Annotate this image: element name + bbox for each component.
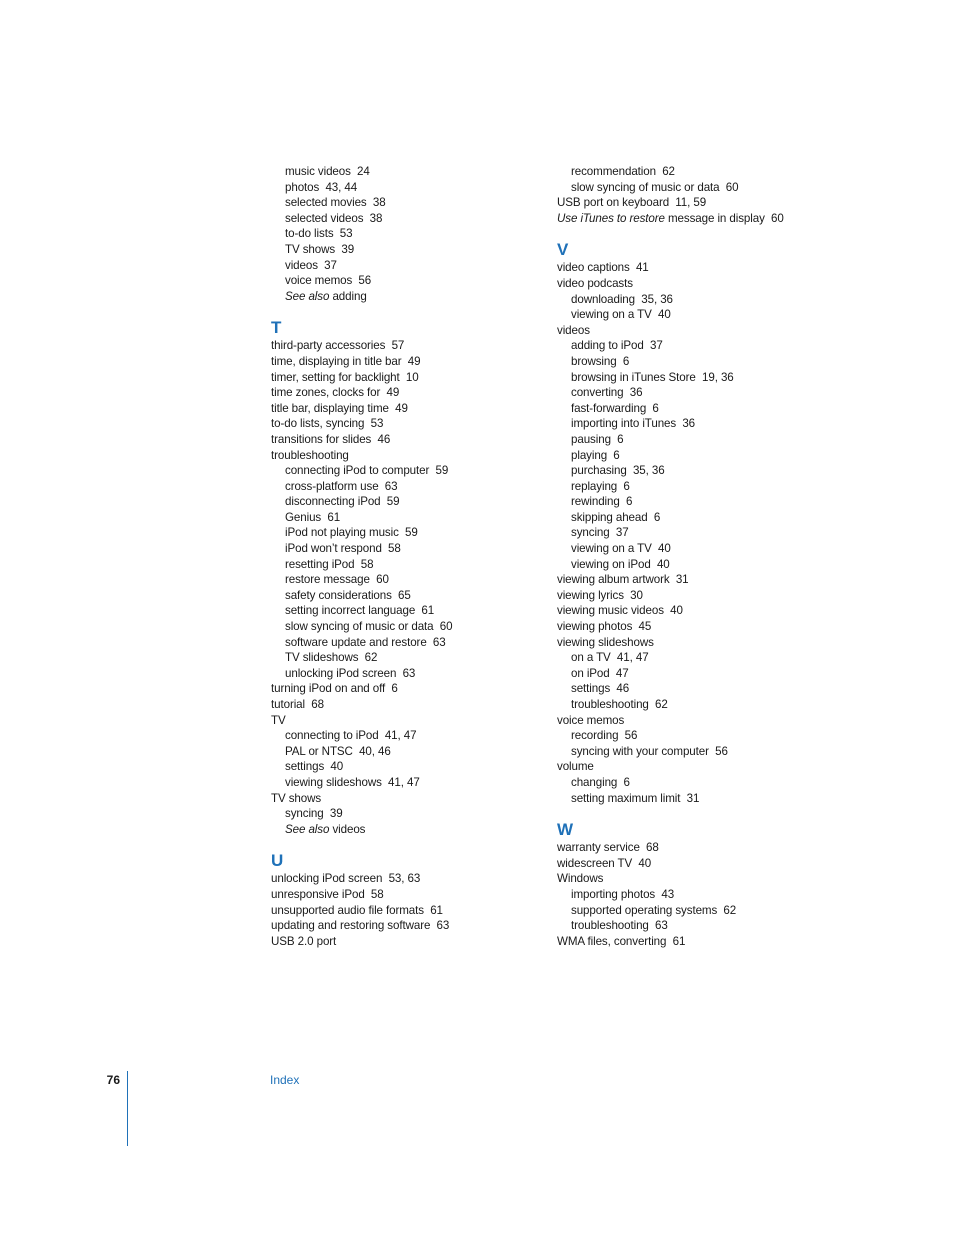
index-subentry: connecting to iPod 41, 47: [285, 729, 417, 743]
index-subentry: syncing 39: [285, 807, 343, 821]
index-subentry: recommendation 62: [571, 165, 675, 178]
index-entry: title bar, displaying time 49: [271, 401, 408, 415]
index-subentry: slow syncing of music or data 60: [285, 620, 453, 634]
index-subentry: cross-platform use 63: [285, 479, 398, 493]
index-subentry: to-do lists 53: [285, 227, 353, 241]
index-entry: TV shows: [271, 791, 322, 805]
index-cross-reference: Use iTunes to restore: [557, 211, 665, 225]
index-subentry: browsing 6: [571, 354, 630, 368]
index-subentry: software update and restore 63: [285, 635, 446, 649]
index-subentry: on iPod 47: [571, 666, 629, 680]
index-entry: volume: [557, 760, 594, 774]
index-subentry: connecting iPod to computer 59: [285, 464, 449, 478]
index-entry-text: videos: [329, 822, 366, 836]
index-entry: viewing photos 45: [557, 620, 652, 634]
index-subentry: selected videos 38: [285, 211, 383, 225]
index-entry: unsupported audio file formats 61: [271, 903, 443, 917]
index-subentry: on a TV 41, 47: [571, 651, 649, 665]
index-entry: time zones, clocks for 49: [271, 386, 400, 400]
index-subentry: rewinding 6: [571, 495, 633, 509]
index-letter-heading: W: [557, 820, 574, 840]
index-subentry: importing into iTunes 36: [571, 417, 696, 431]
index-subentry: downloading 35, 36: [571, 292, 673, 306]
index-subentry: importing photos 43: [571, 887, 675, 901]
index-cross-reference: See also: [285, 822, 330, 836]
index-subentry: voice memos 56: [285, 274, 372, 288]
index-subentry: disconnecting iPod 59: [285, 495, 400, 509]
index-entry: turning iPod on and off 6: [271, 682, 398, 696]
index-subentry: adding to iPod 37: [571, 339, 663, 353]
index-entry: tutorial 68: [271, 698, 324, 711]
index-subentry: supported operating systems 62: [571, 903, 737, 917]
index-subentry: iPod not playing music 59: [285, 526, 418, 540]
index-entry: viewing album artwork 31: [557, 573, 689, 587]
index-subentry: pausing 6: [571, 432, 624, 446]
index-subentry: troubleshooting 62: [571, 698, 668, 711]
index-subentry: TV slideshows 62: [285, 651, 378, 665]
index-subentry: browsing in iTunes Store 19, 36: [571, 370, 734, 384]
index-subentry: playing 6: [571, 448, 620, 462]
index-subentry: music videos 24: [285, 165, 370, 178]
index-letter-heading: U: [271, 851, 284, 871]
index-entry: time, displaying in title bar 49: [271, 354, 421, 368]
index-entry: video podcasts: [557, 276, 633, 290]
index-subentry: restore message 60: [285, 573, 389, 587]
index-letter-heading: T: [271, 318, 282, 338]
index-entry: viewing lyrics 30: [557, 588, 643, 602]
index-subentry: converting 36: [571, 386, 643, 400]
index-subentry: replaying 6: [571, 479, 630, 493]
index-subentry: changing 6: [571, 775, 630, 789]
index-entry: USB 2.0 port: [271, 934, 337, 948]
index-subentry: selected movies 38: [285, 196, 386, 210]
index-subentry: setting incorrect language 61: [285, 604, 435, 618]
page-number: 76: [106, 1073, 120, 1087]
index-subentry: viewing slideshows 41, 47: [285, 775, 420, 789]
index-entry: unlocking iPod screen 53, 63: [271, 872, 421, 886]
index-entry: warranty service 68: [557, 841, 659, 855]
index-entry: timer, setting for backlight 10: [271, 370, 419, 384]
index-subentry: setting maximum limit 31: [571, 791, 700, 805]
index-entry: voice memos: [557, 713, 625, 727]
index-subentry: [271, 822, 541, 838]
index-subentry: resetting iPod 58: [285, 557, 374, 571]
index-subentry: syncing with your computer 56: [571, 744, 728, 758]
index-subentry: iPod won’t respond 58: [285, 542, 401, 556]
index-subentry: fast-forwarding 6: [571, 401, 659, 415]
index-entry: viewing music videos 40: [557, 604, 683, 618]
index-subentry: TV shows 39: [285, 242, 355, 256]
index-entry-text: message in display 60: [664, 211, 784, 225]
index-column-right: [557, 164, 837, 949]
index-subentry: viewing on a TV 40: [571, 308, 671, 322]
index-subentry: viewing on iPod 40: [571, 557, 670, 571]
index-subentry: skipping ahead 6: [571, 510, 661, 524]
index-entry: videos: [557, 323, 590, 337]
index-subentry: PAL or NTSC 40, 46: [285, 744, 391, 758]
index-subentry: videos 37: [285, 258, 337, 272]
index-entry: TV: [271, 713, 286, 727]
index-entry: video captions 41: [557, 261, 649, 275]
index-subentry: safety considerations 65: [285, 588, 411, 602]
index-entry: USB port on keyboard 11, 59: [557, 196, 707, 210]
footer-divider: [127, 1071, 128, 1146]
index-subentry: purchasing 35, 36: [571, 464, 665, 478]
index-subentry: settings 46: [571, 682, 630, 696]
index-entry: to-do lists, syncing 53: [271, 417, 384, 431]
index-subentry: unlocking iPod screen 63: [285, 666, 416, 680]
index-subentry: viewing on a TV 40: [571, 542, 671, 556]
index-subentry: troubleshooting 63: [571, 919, 668, 933]
index-subentry: syncing 37: [571, 526, 629, 540]
index-entry: third-party accessories 57: [271, 339, 405, 353]
index-subentry: settings 40: [285, 760, 344, 774]
index-entry: [557, 211, 837, 227]
index-column-left: [271, 164, 541, 949]
index-entry: WMA files, converting 61: [557, 934, 686, 948]
index-entry-text: adding: [329, 289, 367, 303]
index-subentry: Genius 61: [285, 510, 341, 524]
index-entry: updating and restoring software 63: [271, 919, 450, 933]
index-cross-reference: See also: [285, 289, 330, 303]
index-entry: troubleshooting: [271, 448, 349, 462]
index-letter-heading: V: [557, 240, 569, 260]
index-subentry: recording 56: [571, 729, 638, 743]
index-subentry: [271, 289, 541, 305]
index-subentry: photos 43, 44: [285, 180, 358, 194]
index-entry: unresponsive iPod 58: [271, 887, 384, 901]
index-entry: widescreen TV 40: [557, 856, 652, 870]
index-entry: transitions for slides 46: [271, 432, 391, 446]
index-subentry: slow syncing of music or data 60: [571, 180, 739, 194]
index-entry: Windows: [557, 872, 604, 886]
index-entry: viewing slideshows: [557, 635, 654, 649]
section-name: Index: [270, 1073, 300, 1087]
